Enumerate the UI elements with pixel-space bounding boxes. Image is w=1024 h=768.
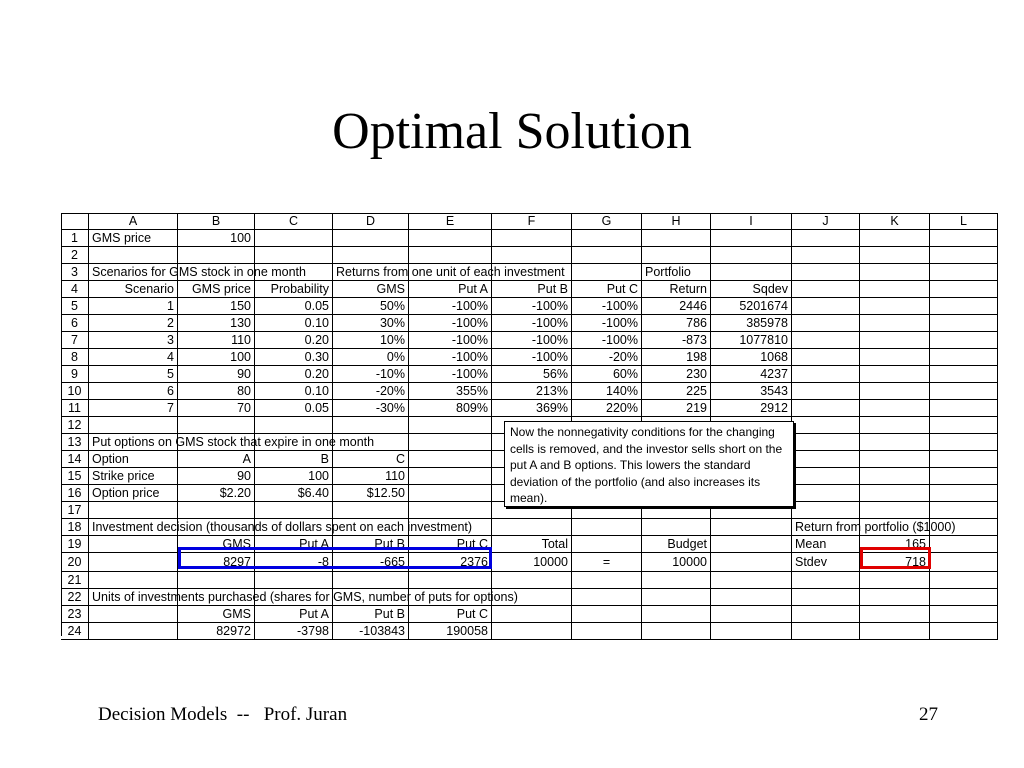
cell-H20[interactable]: 10000 (642, 553, 711, 572)
cell-F10[interactable]: 213% (492, 383, 572, 400)
cell-F8[interactable]: -100% (492, 349, 572, 366)
cell-E10[interactable]: 355% (409, 383, 492, 400)
cell-A8[interactable]: 4 (89, 349, 178, 366)
cell-B6[interactable]: 130 (178, 315, 255, 332)
cell-C15[interactable]: 100 (255, 468, 333, 485)
cell-F24[interactable] (492, 623, 572, 640)
cell-B16[interactable]: $2.20 (178, 485, 255, 502)
cell-E4[interactable]: Put A (409, 281, 492, 298)
cell-J5[interactable] (792, 298, 860, 315)
cell-C5[interactable]: 0.05 (255, 298, 333, 315)
cell-D6[interactable]: 30% (333, 315, 409, 332)
page-number: 27 (919, 704, 938, 725)
cell-E21[interactable] (409, 572, 492, 589)
cell-G3[interactable] (572, 264, 642, 281)
cell-H18[interactable] (642, 519, 711, 536)
row-header-23[interactable]: 23 (61, 606, 89, 623)
cell-E16[interactable] (409, 485, 492, 502)
cell-C4[interactable]: Probability (255, 281, 333, 298)
cell-D21[interactable] (333, 572, 409, 589)
cell-E17[interactable] (409, 502, 492, 519)
cell-G4[interactable]: Put C (572, 281, 642, 298)
cell-F21[interactable] (492, 572, 572, 589)
cell-G5[interactable]: -100% (572, 298, 642, 315)
column-header-J[interactable]: J (792, 213, 860, 230)
cell-D11[interactable]: -30% (333, 400, 409, 417)
row-header-14[interactable]: 14 (61, 451, 89, 468)
row-header-10[interactable]: 10 (61, 383, 89, 400)
cell-L2[interactable] (930, 247, 998, 264)
cell-A15[interactable]: Strike price (89, 468, 178, 485)
cell-L22[interactable] (930, 589, 998, 606)
cell-A11[interactable]: 7 (89, 400, 178, 417)
cell-E23[interactable]: Put C (409, 606, 492, 623)
cell-A23[interactable] (89, 606, 178, 623)
cell-I3[interactable] (711, 264, 792, 281)
cell-F4[interactable]: Put B (492, 281, 572, 298)
cell-L11[interactable] (930, 400, 998, 417)
row-header-15[interactable]: 15 (61, 468, 89, 485)
cell-L14[interactable] (930, 451, 998, 468)
cell-K16[interactable] (860, 485, 930, 502)
row-header-5[interactable]: 5 (61, 298, 89, 315)
cell-K7[interactable] (860, 332, 930, 349)
cell-A14[interactable]: Option (89, 451, 178, 468)
cell-G11[interactable]: 220% (572, 400, 642, 417)
cell-C12[interactable] (255, 417, 333, 434)
cell-J17[interactable] (792, 502, 860, 519)
cell-K22[interactable] (860, 589, 930, 606)
cell-B1[interactable]: 100 (178, 230, 255, 247)
cell-G6[interactable]: -100% (572, 315, 642, 332)
cell-E2[interactable] (409, 247, 492, 264)
cell-K6[interactable] (860, 315, 930, 332)
cell-I11[interactable]: 2912 (711, 400, 792, 417)
cell-E1[interactable] (409, 230, 492, 247)
cell-A12[interactable] (89, 417, 178, 434)
cell-J2[interactable] (792, 247, 860, 264)
cell-B23[interactable]: GMS (178, 606, 255, 623)
cell-K13[interactable] (860, 434, 930, 451)
cell-K3[interactable] (860, 264, 930, 281)
cell-E13[interactable] (409, 434, 492, 451)
cell-H4[interactable]: Return (642, 281, 711, 298)
row-header-21[interactable]: 21 (61, 572, 89, 589)
cell-A4[interactable]: Scenario (89, 281, 178, 298)
cell-B14[interactable]: A (178, 451, 255, 468)
cell-K23[interactable] (860, 606, 930, 623)
column-header-K[interactable]: K (860, 213, 930, 230)
cell-F1[interactable] (492, 230, 572, 247)
cell-F11[interactable]: 369% (492, 400, 572, 417)
cell-J18[interactable]: Return from portfolio ($1000) (792, 519, 860, 536)
cell-C11[interactable]: 0.05 (255, 400, 333, 417)
cell-C7[interactable]: 0.20 (255, 332, 333, 349)
cell-D10[interactable]: -20% (333, 383, 409, 400)
cell-D8[interactable]: 0% (333, 349, 409, 366)
cell-B5[interactable]: 150 (178, 298, 255, 315)
cell-L4[interactable] (930, 281, 998, 298)
cell-E24[interactable]: 190058 (409, 623, 492, 640)
cell-I21[interactable] (711, 572, 792, 589)
cell-A13[interactable]: Put options on GMS stock that expire in one month (89, 434, 178, 451)
cell-H24[interactable] (642, 623, 711, 640)
cell-H7[interactable]: -873 (642, 332, 711, 349)
cell-D2[interactable] (333, 247, 409, 264)
row-header-8[interactable]: 8 (61, 349, 89, 366)
cell-C24[interactable]: -3798 (255, 623, 333, 640)
cell-K2[interactable] (860, 247, 930, 264)
cell-L8[interactable] (930, 349, 998, 366)
cell-E9[interactable]: -100% (409, 366, 492, 383)
cell-E14[interactable] (409, 451, 492, 468)
cell-G2[interactable] (572, 247, 642, 264)
cell-K12[interactable] (860, 417, 930, 434)
cell-F2[interactable] (492, 247, 572, 264)
column-header-D[interactable]: D (333, 213, 409, 230)
cell-E15[interactable] (409, 468, 492, 485)
cell-K15[interactable] (860, 468, 930, 485)
cell-I19[interactable] (711, 536, 792, 553)
cell-I8[interactable]: 1068 (711, 349, 792, 366)
cell-B11[interactable]: 70 (178, 400, 255, 417)
row-header-17[interactable]: 17 (61, 502, 89, 519)
cell-L20[interactable] (930, 553, 998, 572)
cell-L9[interactable] (930, 366, 998, 383)
cell-D23[interactable]: Put B (333, 606, 409, 623)
cell-G23[interactable] (572, 606, 642, 623)
cell-K9[interactable] (860, 366, 930, 383)
cell-K21[interactable] (860, 572, 930, 589)
cell-D9[interactable]: -10% (333, 366, 409, 383)
cell-C16[interactable]: $6.40 (255, 485, 333, 502)
cell-A7[interactable]: 3 (89, 332, 178, 349)
cell-F6[interactable]: -100% (492, 315, 572, 332)
cell-A5[interactable]: 1 (89, 298, 178, 315)
cell-B7[interactable]: 110 (178, 332, 255, 349)
cell-A18[interactable]: Investment decision (thousands of dollars spent on each investment) (89, 519, 178, 536)
cell-I6[interactable]: 385978 (711, 315, 792, 332)
cell-K20[interactable]: 718 (860, 553, 930, 572)
cell-C21[interactable] (255, 572, 333, 589)
cell-D3[interactable]: Returns from one unit of each investment (333, 264, 409, 281)
cell-J23[interactable] (792, 606, 860, 623)
row-header-13[interactable]: 13 (61, 434, 89, 451)
cell-C23[interactable]: Put A (255, 606, 333, 623)
column-header-L[interactable]: L (930, 213, 998, 230)
cell-H22[interactable] (642, 589, 711, 606)
cell-J20[interactable]: Stdev (792, 553, 860, 572)
cell-I22[interactable] (711, 589, 792, 606)
column-header-F[interactable]: F (492, 213, 572, 230)
row-header-3[interactable]: 3 (61, 264, 89, 281)
cell-F19[interactable]: Total (492, 536, 572, 553)
cell-J14[interactable] (792, 451, 860, 468)
cell-H6[interactable]: 786 (642, 315, 711, 332)
select-all-corner[interactable] (61, 213, 89, 230)
cell-A3[interactable]: Scenarios for GMS stock in one month (89, 264, 178, 281)
cell-L15[interactable] (930, 468, 998, 485)
cell-H9[interactable]: 230 (642, 366, 711, 383)
cell-E19[interactable]: Put C (409, 536, 492, 553)
cell-E5[interactable]: -100% (409, 298, 492, 315)
cell-A1[interactable]: GMS price (89, 230, 178, 247)
cell-B4[interactable]: GMS price (178, 281, 255, 298)
cell-L5[interactable] (930, 298, 998, 315)
cell-A9[interactable]: 5 (89, 366, 178, 383)
cell-C9[interactable]: 0.20 (255, 366, 333, 383)
cell-C6[interactable]: 0.10 (255, 315, 333, 332)
column-header-I[interactable]: I (711, 213, 792, 230)
cell-I5[interactable]: 5201674 (711, 298, 792, 315)
cell-J10[interactable] (792, 383, 860, 400)
cell-B19[interactable]: GMS (178, 536, 255, 553)
cell-H19[interactable]: Budget (642, 536, 711, 553)
cell-I7[interactable]: 1077810 (711, 332, 792, 349)
cell-E11[interactable]: 809% (409, 400, 492, 417)
cell-D12[interactable] (333, 417, 409, 434)
cell-B9[interactable]: 90 (178, 366, 255, 383)
column-header-G[interactable]: G (572, 213, 642, 230)
cell-H3[interactable]: Portfolio (642, 264, 711, 281)
cell-A19[interactable] (89, 536, 178, 553)
column-header-E[interactable]: E (409, 213, 492, 230)
cell-F9[interactable]: 56% (492, 366, 572, 383)
row-header-9[interactable]: 9 (61, 366, 89, 383)
cell-C20[interactable]: -8 (255, 553, 333, 572)
cell-J1[interactable] (792, 230, 860, 247)
cell-C2[interactable] (255, 247, 333, 264)
cell-D7[interactable]: 10% (333, 332, 409, 349)
row-header-20[interactable]: 20 (61, 553, 89, 572)
cell-A22[interactable]: Units of investments purchased (shares for GMS, number of puts for options) (89, 589, 178, 606)
cell-H8[interactable]: 198 (642, 349, 711, 366)
cell-J13[interactable] (792, 434, 860, 451)
cell-D20[interactable]: -665 (333, 553, 409, 572)
cell-I2[interactable] (711, 247, 792, 264)
cell-J19[interactable]: Mean (792, 536, 860, 553)
cell-A16[interactable]: Option price (89, 485, 178, 502)
cell-E8[interactable]: -100% (409, 349, 492, 366)
cell-K1[interactable] (860, 230, 930, 247)
cell-J15[interactable] (792, 468, 860, 485)
cell-L21[interactable] (930, 572, 998, 589)
cell-C1[interactable] (255, 230, 333, 247)
cell-D19[interactable]: Put B (333, 536, 409, 553)
cell-K4[interactable] (860, 281, 930, 298)
row-header-2[interactable]: 2 (61, 247, 89, 264)
cell-I20[interactable] (711, 553, 792, 572)
cell-L10[interactable] (930, 383, 998, 400)
cell-B8[interactable]: 100 (178, 349, 255, 366)
cell-G9[interactable]: 60% (572, 366, 642, 383)
cell-E12[interactable] (409, 417, 492, 434)
row-header-16[interactable]: 16 (61, 485, 89, 502)
spreadsheet (61, 213, 998, 636)
row-header-19[interactable]: 19 (61, 536, 89, 553)
cell-L6[interactable] (930, 315, 998, 332)
cell-B21[interactable] (178, 572, 255, 589)
row-header-6[interactable]: 6 (61, 315, 89, 332)
cell-L13[interactable] (930, 434, 998, 451)
cell-C8[interactable]: 0.30 (255, 349, 333, 366)
cell-H11[interactable]: 219 (642, 400, 711, 417)
cell-J4[interactable] (792, 281, 860, 298)
cell-G20[interactable]: = (572, 553, 642, 572)
cell-I10[interactable]: 3543 (711, 383, 792, 400)
cell-B24[interactable]: 82972 (178, 623, 255, 640)
cell-G21[interactable] (572, 572, 642, 589)
cell-A10[interactable]: 6 (89, 383, 178, 400)
cell-K5[interactable] (860, 298, 930, 315)
cell-J9[interactable] (792, 366, 860, 383)
cell-F23[interactable] (492, 606, 572, 623)
cell-F7[interactable]: -100% (492, 332, 572, 349)
cell-L16[interactable] (930, 485, 998, 502)
cell-D24[interactable]: -103843 (333, 623, 409, 640)
cell-F18[interactable] (492, 519, 572, 536)
cell-L7[interactable] (930, 332, 998, 349)
cell-K24[interactable] (860, 623, 930, 640)
cell-C17[interactable] (255, 502, 333, 519)
cell-H10[interactable]: 225 (642, 383, 711, 400)
cell-D16[interactable]: $12.50 (333, 485, 409, 502)
row-header-24[interactable]: 24 (61, 623, 89, 640)
slide-title: Optimal Solution (332, 103, 692, 160)
cell-I18[interactable] (711, 519, 792, 536)
cell-J12[interactable] (792, 417, 860, 434)
cell-B20[interactable]: 8297 (178, 553, 255, 572)
row-header-11[interactable]: 11 (61, 400, 89, 417)
cell-G10[interactable]: 140% (572, 383, 642, 400)
cell-J16[interactable] (792, 485, 860, 502)
column-header-A[interactable]: A (89, 213, 178, 230)
row-header-1[interactable]: 1 (61, 230, 89, 247)
cell-K19[interactable]: 165 (860, 536, 930, 553)
cell-B2[interactable] (178, 247, 255, 264)
cell-L12[interactable] (930, 417, 998, 434)
cell-E7[interactable]: -100% (409, 332, 492, 349)
cell-C19[interactable]: Put A (255, 536, 333, 553)
cell-A17[interactable] (89, 502, 178, 519)
cell-A2[interactable] (89, 247, 178, 264)
cell-C14[interactable]: B (255, 451, 333, 468)
cell-L3[interactable] (930, 264, 998, 281)
cell-K10[interactable] (860, 383, 930, 400)
cell-L24[interactable] (930, 623, 998, 640)
cell-G19[interactable] (572, 536, 642, 553)
cell-A20[interactable] (89, 553, 178, 572)
cell-L1[interactable] (930, 230, 998, 247)
cell-A21[interactable] (89, 572, 178, 589)
cell-L23[interactable] (930, 606, 998, 623)
cell-D14[interactable]: C (333, 451, 409, 468)
cell-H2[interactable] (642, 247, 711, 264)
cell-J21[interactable] (792, 572, 860, 589)
cell-B12[interactable] (178, 417, 255, 434)
cell-G18[interactable] (572, 519, 642, 536)
cell-I23[interactable] (711, 606, 792, 623)
cell-K11[interactable] (860, 400, 930, 417)
column-header-C[interactable]: C (255, 213, 333, 230)
cell-D15[interactable]: 110 (333, 468, 409, 485)
cell-G8[interactable]: -20% (572, 349, 642, 366)
row-header-4[interactable]: 4 (61, 281, 89, 298)
row-header-7[interactable]: 7 (61, 332, 89, 349)
cell-J24[interactable] (792, 623, 860, 640)
cell-J7[interactable] (792, 332, 860, 349)
cell-D17[interactable] (333, 502, 409, 519)
footer-text: Decision Models -- Prof. Juran (98, 704, 348, 725)
cell-D1[interactable] (333, 230, 409, 247)
cell-A24[interactable] (89, 623, 178, 640)
cell-L19[interactable] (930, 536, 998, 553)
cell-J8[interactable] (792, 349, 860, 366)
cell-C10[interactable]: 0.10 (255, 383, 333, 400)
cell-H1[interactable] (642, 230, 711, 247)
cell-F5[interactable]: -100% (492, 298, 572, 315)
cell-B10[interactable]: 80 (178, 383, 255, 400)
column-header-B[interactable]: B (178, 213, 255, 230)
cell-B17[interactable] (178, 502, 255, 519)
cell-K14[interactable] (860, 451, 930, 468)
cell-E20[interactable]: 2376 (409, 553, 492, 572)
cell-D5[interactable]: 50% (333, 298, 409, 315)
row-header-18[interactable]: 18 (61, 519, 89, 536)
cell-H23[interactable] (642, 606, 711, 623)
cell-J22[interactable] (792, 589, 860, 606)
cell-I1[interactable] (711, 230, 792, 247)
cell-I4[interactable]: Sqdev (711, 281, 792, 298)
cell-J6[interactable] (792, 315, 860, 332)
cell-E6[interactable]: -100% (409, 315, 492, 332)
row-header-22[interactable]: 22 (61, 589, 89, 606)
cell-K8[interactable] (860, 349, 930, 366)
comment-note: Now the nonnegativity conditions for the changing cells is removed, and the investor sells short on the put A and B options. This lowers the standard deviation of the portfolio (and also increases its mean). (504, 421, 794, 507)
cell-K17[interactable] (860, 502, 930, 519)
cell-I9[interactable]: 4237 (711, 366, 792, 383)
cell-D4[interactable]: GMS (333, 281, 409, 298)
cell-H21[interactable] (642, 572, 711, 589)
cell-L17[interactable] (930, 502, 998, 519)
cell-A6[interactable]: 2 (89, 315, 178, 332)
cell-H5[interactable]: 2446 (642, 298, 711, 315)
cell-F20[interactable]: 10000 (492, 553, 572, 572)
cell-G1[interactable] (572, 230, 642, 247)
column-header-H[interactable]: H (642, 213, 711, 230)
cell-J11[interactable] (792, 400, 860, 417)
cell-B15[interactable]: 90 (178, 468, 255, 485)
row-header-12[interactable]: 12 (61, 417, 89, 434)
cell-G24[interactable] (572, 623, 642, 640)
cell-G22[interactable] (572, 589, 642, 606)
cell-I24[interactable] (711, 623, 792, 640)
cell-G7[interactable]: -100% (572, 332, 642, 349)
cell-J3[interactable] (792, 264, 860, 281)
